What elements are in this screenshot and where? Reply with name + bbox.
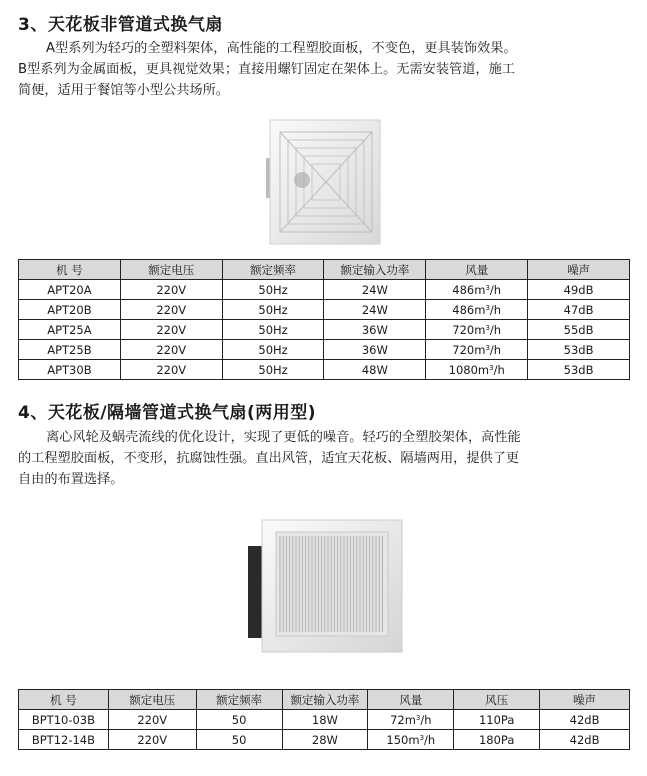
- cell-power: 24W: [324, 300, 426, 320]
- table-row: [19, 340, 630, 360]
- table-header-row: [19, 260, 630, 280]
- cell-power: 28W: [282, 730, 368, 750]
- ceiling-fan-image: [262, 118, 384, 248]
- cell-power: 36W: [324, 320, 426, 340]
- header-frequency: 额定频率: [196, 690, 282, 710]
- table-header-row: [19, 690, 630, 710]
- cell-voltage: 220V: [108, 730, 196, 750]
- cell-power: 36W: [324, 340, 426, 360]
- cell-noise: 42dB: [540, 730, 630, 750]
- cell-airflow: $486m^3/h$: [426, 300, 528, 320]
- cell-model: APT25B: [19, 340, 121, 360]
- header-model: 机 号: [19, 690, 109, 710]
- cell-power: 24W: [324, 280, 426, 300]
- cell-airflow: $150m^3/h$: [368, 730, 454, 750]
- cell-frequency: 50Hz: [222, 360, 324, 380]
- duct-fan-image: [246, 516, 406, 656]
- cell-voltage: 220V: [120, 280, 222, 300]
- cell-model: APT20A: [19, 280, 121, 300]
- cell-power: 48W: [324, 360, 426, 380]
- section4-line-1: 离心风轮及蜗壳流线的优化设计，实现了更低的噪音。轻巧的全塑胶架体，高性能: [46, 430, 521, 445]
- cell-airflow: $72m^3/h$: [368, 710, 454, 730]
- cell-airflow: $720m^3/h$: [426, 320, 528, 340]
- section4-line-3: 自由的布置选择。: [18, 472, 124, 487]
- cell-voltage: 220V: [120, 320, 222, 340]
- cell-voltage: 220V: [120, 340, 222, 360]
- cell-noise: 42dB: [540, 710, 630, 730]
- cell-model: APT25A: [19, 320, 121, 340]
- header-model: 机 号: [19, 260, 121, 280]
- cell-airflow: $1080m^3/h$: [426, 360, 528, 380]
- section3-heading: 3、天花板非管道式换气扇: [18, 15, 223, 35]
- section4-line-2: 的工程塑胶面板，不变形，抗腐蚀性强。直出风管，适宜天花板、隔墙两用，提供了更: [18, 451, 520, 466]
- table-row: [19, 710, 630, 730]
- cell-frequency: 50: [196, 710, 282, 730]
- header-pressure: 风压: [454, 690, 540, 710]
- cell-frequency: 50Hz: [222, 300, 324, 320]
- header-airflow: 风量: [368, 690, 454, 710]
- section3-line-2: B型系列为金属面板，更具视觉效果；直接用螺钉固定在架体上。无需安装管道，施工: [18, 62, 515, 77]
- cell-noise: 47dB: [528, 300, 630, 320]
- cell-noise: 55dB: [528, 320, 630, 340]
- table-row: [19, 300, 630, 320]
- cell-voltage: 220V: [120, 360, 222, 380]
- cell-model: APT20B: [19, 300, 121, 320]
- header-power: 额定输入功率: [324, 260, 426, 280]
- cell-pressure: 180Pa: [454, 730, 540, 750]
- cell-noise: 53dB: [528, 360, 630, 380]
- table-row: [19, 280, 630, 300]
- table-row: [19, 320, 630, 340]
- cell-noise: 49dB: [528, 280, 630, 300]
- header-noise: 噪声: [528, 260, 630, 280]
- table-row: [19, 360, 630, 380]
- section3-spec-table: [18, 259, 630, 380]
- cell-model: BPT10-03B: [19, 710, 109, 730]
- cell-frequency: 50Hz: [222, 280, 324, 300]
- section3-description: [18, 38, 630, 101]
- section3-line-1: A型系列为轻巧的全塑料架体，高性能的工程塑胶面板，不变色，更具装饰效果。: [46, 41, 517, 56]
- cell-frequency: 50: [196, 730, 282, 750]
- cell-model: APT30B: [19, 360, 121, 380]
- header-voltage: 额定电压: [120, 260, 222, 280]
- table-row: [19, 730, 630, 750]
- header-power: 额定输入功率: [282, 690, 368, 710]
- section4-heading: 4、天花板/隔墙管道式换气扇(两用型): [18, 403, 317, 423]
- cell-voltage: 220V: [108, 710, 196, 730]
- cell-power: 18W: [282, 710, 368, 730]
- cell-airflow: $486m^3/h$: [426, 280, 528, 300]
- cell-airflow: $720m^3/h$: [426, 340, 528, 360]
- cell-frequency: 50Hz: [222, 320, 324, 340]
- header-voltage: 额定电压: [108, 690, 196, 710]
- section4-description: [18, 427, 630, 490]
- cell-noise: 53dB: [528, 340, 630, 360]
- section4-spec-table: [18, 689, 630, 750]
- cell-frequency: 50Hz: [222, 340, 324, 360]
- cell-pressure: 110Pa: [454, 710, 540, 730]
- section3-line-3: 简便，适用于餐馆等小型公共场所。: [18, 83, 229, 98]
- header-frequency: 额定频率: [222, 260, 324, 280]
- header-noise: 噪声: [540, 690, 630, 710]
- cell-voltage: 220V: [120, 300, 222, 320]
- cell-model: BPT12-14B: [19, 730, 109, 750]
- header-airflow: 风量: [426, 260, 528, 280]
